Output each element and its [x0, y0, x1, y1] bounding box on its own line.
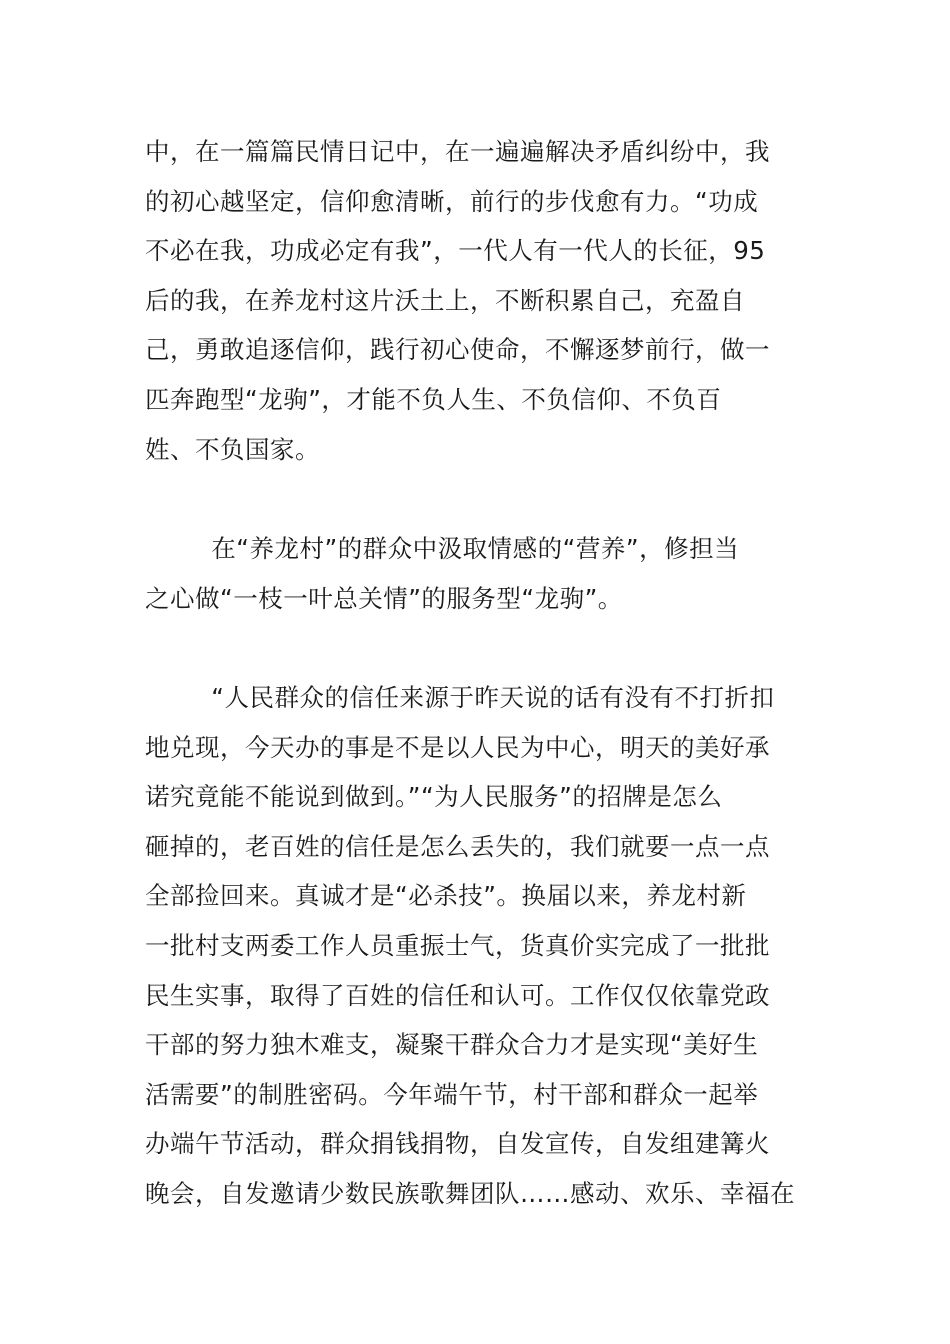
text-line: 民生实事，取得了百姓的信任和认可。工作仅仅依靠党政 — [145, 980, 770, 1010]
text-line: 砸掉的，老百姓的信任是怎么丢失的，我们就要一点一点 — [145, 831, 770, 861]
text-line: 全部捡回来。真诚才是“必杀技”。换届以来，养龙村新 — [145, 881, 747, 911]
text-line: 一批村支两委工作人员重振士气，货真价实完成了一批批 — [145, 930, 770, 960]
text-line: 晚会，自发邀请少数民族歌舞团队……感动、欢乐、幸福在 — [145, 1178, 795, 1208]
text-line: 的初心越坚定，信仰愈清晰，前行的步伐愈有力。“功成 — [145, 186, 759, 216]
text-line: 后的我，在养龙村这片沃土上，不断积累自己，充盈自 — [145, 285, 745, 315]
paragraph-1 — [145, 127, 810, 474]
text-line: 姓、不负国家。 — [145, 434, 320, 464]
text-line: 中，在一篇篇民情日记中，在一遍遍解决矛盾纠纷中，我 — [145, 137, 770, 166]
text-line: 在“养龙村”的群众中汲取情感的“营养”，修担当 — [145, 534, 740, 563]
text-line: 不必在我，功成必定有我”，一代人有一代人的长征，95 — [145, 236, 766, 266]
text-line: 匹奔跑型“龙驹”，才能不负人生、不负信仰、不负百 — [145, 384, 722, 414]
text-line: 干部的努力独木难支，凝聚干群众合力才是实现“美好生 — [145, 1030, 759, 1060]
paragraph-3 — [145, 673, 810, 1219]
text-line: 己，勇敢追逐信仰，践行初心使命，不懈逐梦前行，做一 — [145, 335, 770, 365]
text-line: 活需要”的制胜密码。今年端午节，村干部和群众一起举 — [145, 1079, 759, 1109]
text-line: 办端午节活动，群众捐钱捐物，自发宣传，自发组建篝火 — [145, 1129, 770, 1159]
paragraph-2 — [145, 524, 810, 623]
text-line: 地兑现，今天办的事是不是以人民为中心，明天的美好承 — [145, 732, 770, 762]
text-line: 之心做“一枝一叶总关情”的服务型“龙驹”。 — [145, 583, 623, 613]
text-line: “人民群众的信任来源于昨天说的话有没有不打折扣 — [145, 683, 775, 712]
text-line: 诺究竟能不能说到做到。”“为人民服务”的招牌是怎么 — [145, 782, 723, 812]
